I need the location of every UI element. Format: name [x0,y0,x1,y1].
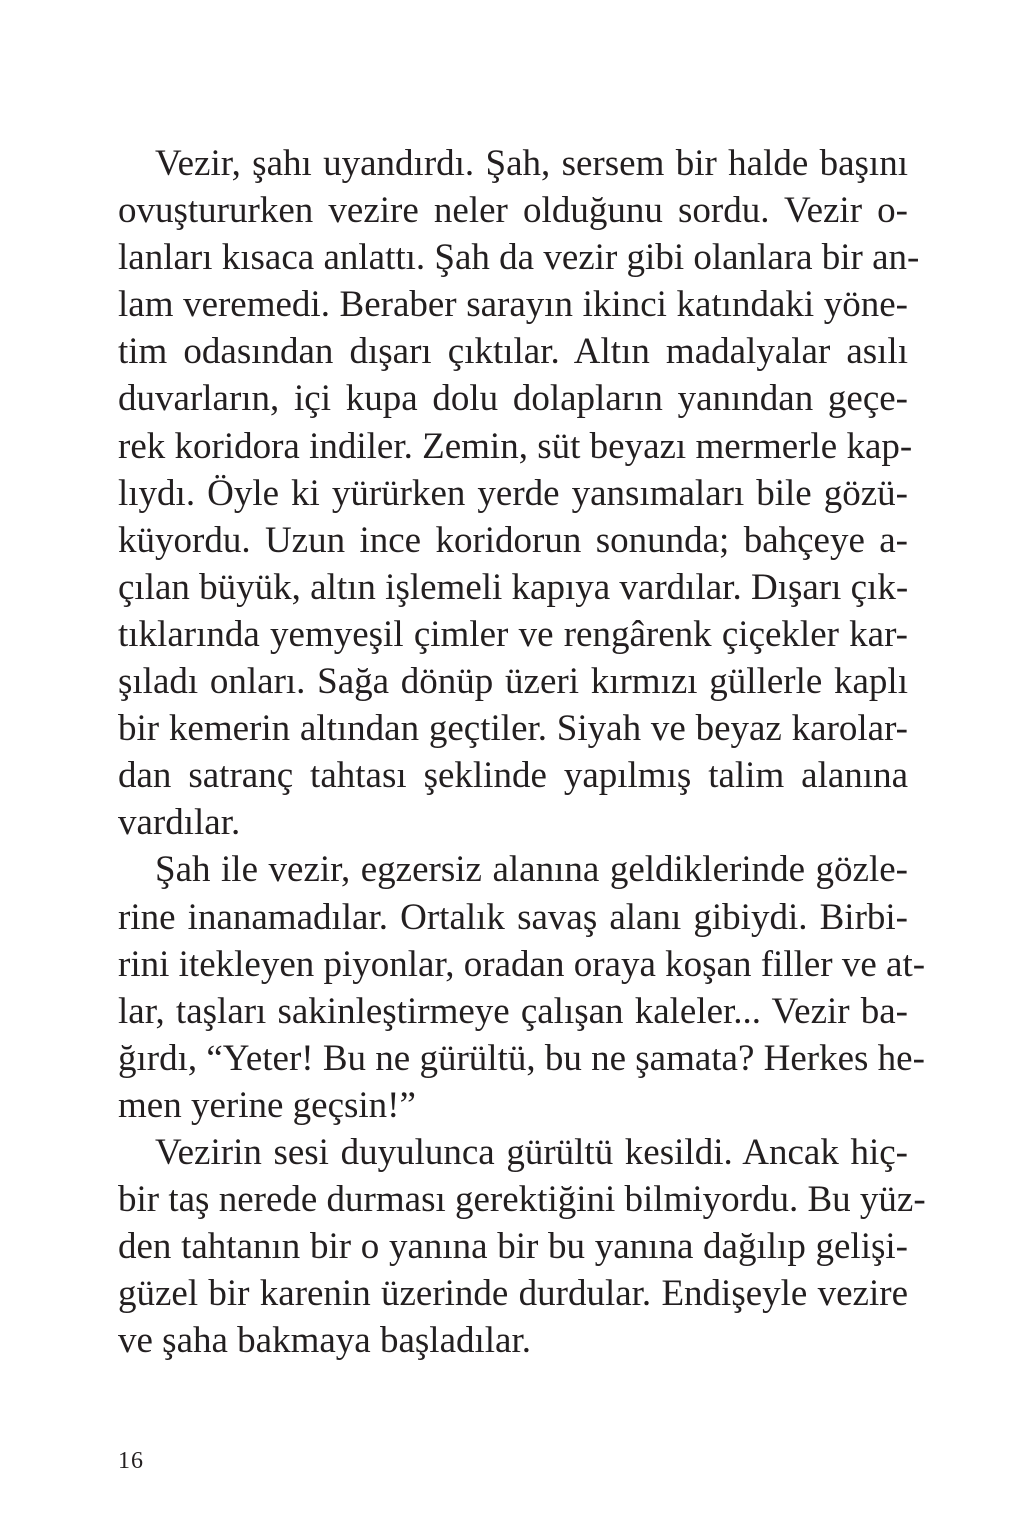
text-line: lıydı. Öyle ki yürürken yerde yansımaları bile gözü- [118,472,908,514]
text-line: Vezir, şahı uyandırdı. Şah, sersem bir halde başını [155,143,908,184]
text-line: rine inanamadılar. Ortalık savaş alanı gibiydi. Birbi- [118,896,908,938]
text-line: Şah ile vezir, egzersiz alanına geldiklerinde gözle- [155,849,908,891]
text-line: bir taş nerede durması gerektiğini bilmiyordu. Bu yüz- [118,1179,926,1221]
text-line: güzel bir karenin üzerinde durdular. Endişeyle vezire [118,1273,908,1315]
text-line: lanları kısaca anlattı. Şah da vezir gibi olanlara bir an- [118,237,920,279]
text-line: rini itekleyen piyonlar, oradan oraya koşan filler ve at- [118,943,926,985]
text-line: rek koridora indiler. Zemin, süt beyazı mermerle kap- [118,425,913,467]
text-line: men yerine geçsin!” [118,1084,416,1126]
text-line: tıklarında yemyeşil çimler ve rengârenk çiçekler kar- [118,613,908,655]
text-line: lam veremedi. Beraber sarayın ikinci katındaki yöne- [118,284,908,326]
text-line: şıladı onları. Sağa dönüp üzeri kırmızı güllerle kaplı [118,661,908,703]
text-line: Vezirin sesi duyulunca gürültü kesildi. Ancak hiç- [155,1131,908,1173]
text-line: ğırdı, “Yeter! Bu ne gürültü, bu ne şamata? Herkes he- [118,1037,925,1079]
text-line: küyordu. Uzun ince koridorun sonunda; bahçeye a- [118,519,908,561]
text-line: ovuştururken vezire neler olduğunu sordu. Vezir o- [118,190,908,232]
paragraph [118,140,920,846]
text-line: çılan büyük, altın işlemeli kapıya vardılar. Dışarı çık- [118,566,909,608]
text-line: dan satranç tahtası şeklinde yapılmış talim alanına [118,755,908,797]
body-text [118,140,926,1364]
paragraph [118,846,926,1129]
text-line: duvarların, içi kupa dolu dolapların yanından geçe- [118,378,908,420]
text-line: lar, taşları sakinleştirmeye çalışan kaleler... Vezir ba- [118,990,908,1032]
text-line: den tahtanın bir o yanına bir bu yanına dağılıp gelişi- [118,1226,908,1268]
text-line: vardılar. [118,802,241,844]
paragraph [118,1129,926,1364]
text-line: tim odasından dışarı çıktılar. Altın madalyalar asılı [118,331,908,373]
text-line: bir kemerin altından geçtiler. Siyah ve beyaz karolar- [118,708,908,750]
text-line: ve şaha bakmaya başladılar. [118,1320,531,1362]
page-number: 16 [118,1448,144,1474]
